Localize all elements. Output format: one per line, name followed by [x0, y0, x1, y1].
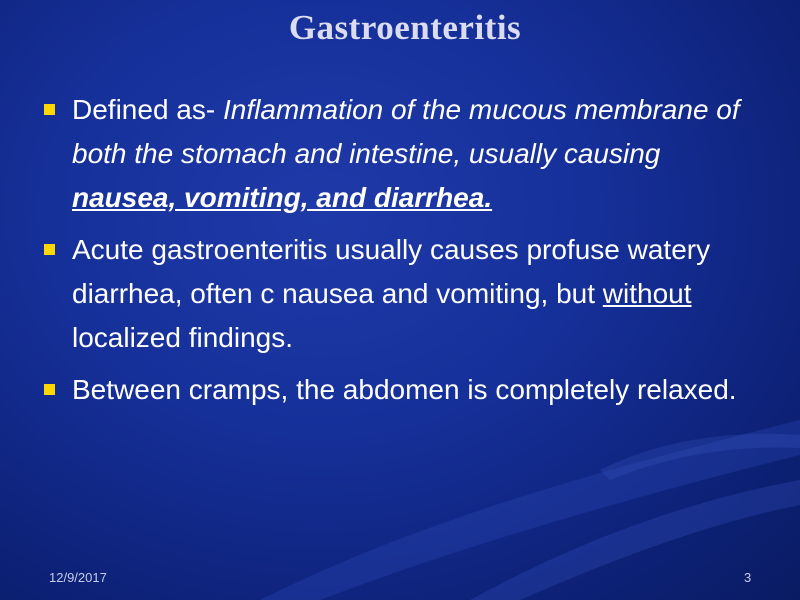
bullet-item-acute: [44, 228, 764, 360]
bullet-acute-after: localized findings.: [72, 322, 294, 353]
slide-number: 3: [744, 570, 752, 585]
bullet-acute-underlined: without: [602, 278, 692, 309]
bullet-item-definition: [44, 88, 764, 220]
bullet-cramps-text: Between cramps, the abdomen is completely relaxed.: [72, 374, 737, 405]
slide-title: Gastroenteritis: [288, 8, 522, 47]
bullet-definition-italic: Inflammation of the mucous membrane of both the stomach and intestine, usually causing: [72, 94, 740, 169]
bullet-list: [44, 88, 764, 420]
footer-date: 12/9/2017: [49, 570, 107, 585]
bullet-definition-emphasis: nausea, vomiting, and diarrhea.: [72, 182, 493, 213]
bullet-acute-before: Acute gastroenteritis usually causes profuse watery diarrhea, often c nausea and vomiting, but: [72, 234, 711, 309]
bullet-definition-lead: Defined as-: [72, 94, 223, 125]
square-bullet-icon: [44, 244, 55, 255]
square-bullet-icon: [44, 104, 55, 115]
square-bullet-icon: [44, 384, 55, 395]
bullet-item-cramps: [44, 368, 764, 412]
